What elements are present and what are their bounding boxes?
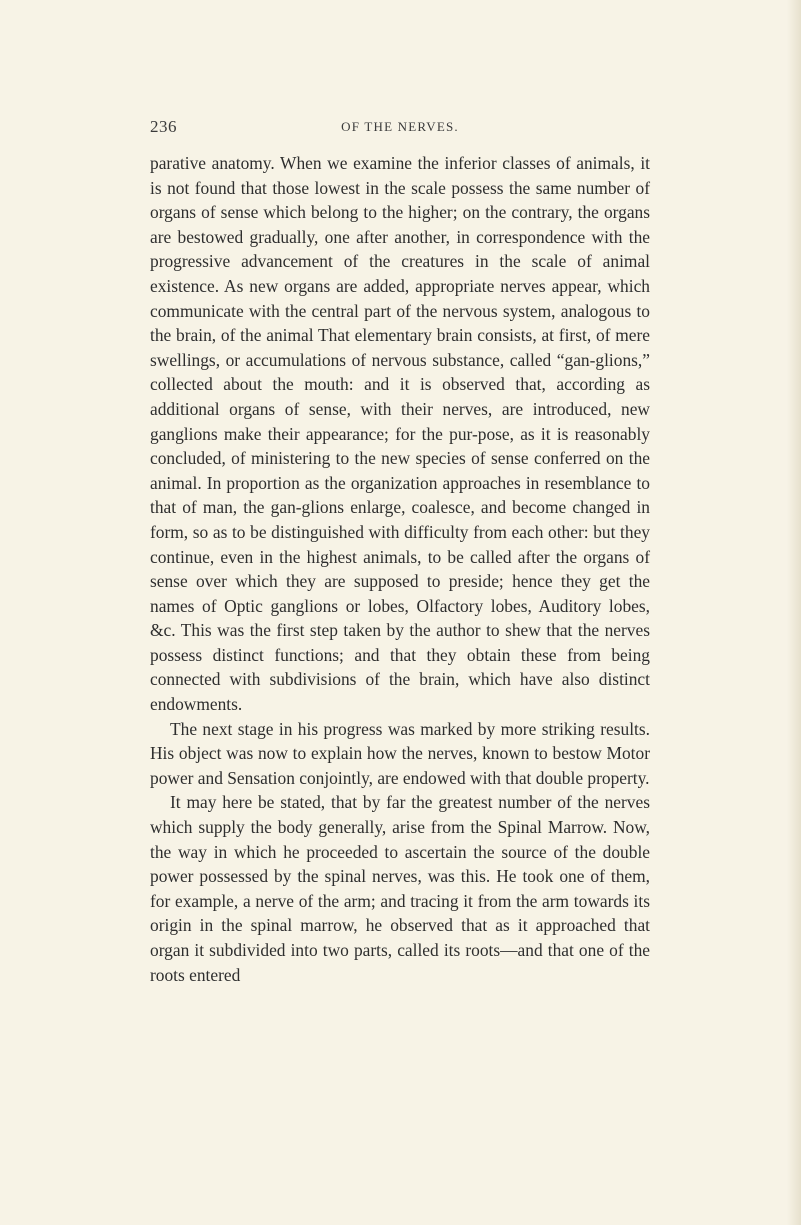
page-number: 236 <box>150 117 177 136</box>
paragraph: The next stage in his progress was marked by more striking results. His object was now to explain how the nerves, known to bestow Motor power and Sensation conjointly, are endowed with that double property. <box>150 718 650 788</box>
page-header <box>150 117 650 141</box>
running-head: OF THE NERVES. <box>341 119 459 134</box>
paragraph: It may here be stated, that by far the greatest number of the nerves which supply the body generally, arise from the Spinal Marrow. Now, the way in which he proceeded to ascertain the source of the double power possessed by the spinal nerves, was this. He took one of them, for example, a nerve of the arm; and tracing it from the arm towards its origin in the spinal marrow, he observed that as it approached that organ it subdivided into two parts, called its roots—and that one of the roots entered <box>150 792 650 985</box>
page-edge-shadow <box>787 0 801 1225</box>
body-text <box>150 151 650 987</box>
paragraph-continued: parative anatomy. When we examine the inferior classes of animals, it is not found that those lowest in the scale possess the same number of organs of sense which belong to the higher; on the contrary, the organs are bestowed gradually, one after another, in correspondence with the progressive advancement of the creatures in the scale of animal existence. As new organs are added, appropriate nerves appear, which communicate with the central part of the nervous system, analogous to the brain, of the animal That elementary brain consists, at first, of mere swellings, or accumulations of nervous substance, called “gan-glions,” collected about the mouth: and it is observed that, according as additional organs of sense, with their nerves, are introduced, new ganglions make their appearance; for the pur-pose, as it is reasonably concluded, of ministering to the new species of sense conferred on the animal. In proportion as the organization approaches in resemblance to that of man, the gan-glions enlarge, coalesce, and become changed in form, so as to be distinguished with difficulty from each other: but they continue, even in the highest animals, to be called after the organs of sense over which they are supposed to preside; hence they get the names of Optic ganglions or lobes, Olfactory lobes, Auditory lobes, &c. This was the first step taken by the author to shew that the nerves possess distinct functions; and that they obtain these from being connected with subdivisions of the brain, which have also distinct endowments. <box>150 153 650 715</box>
